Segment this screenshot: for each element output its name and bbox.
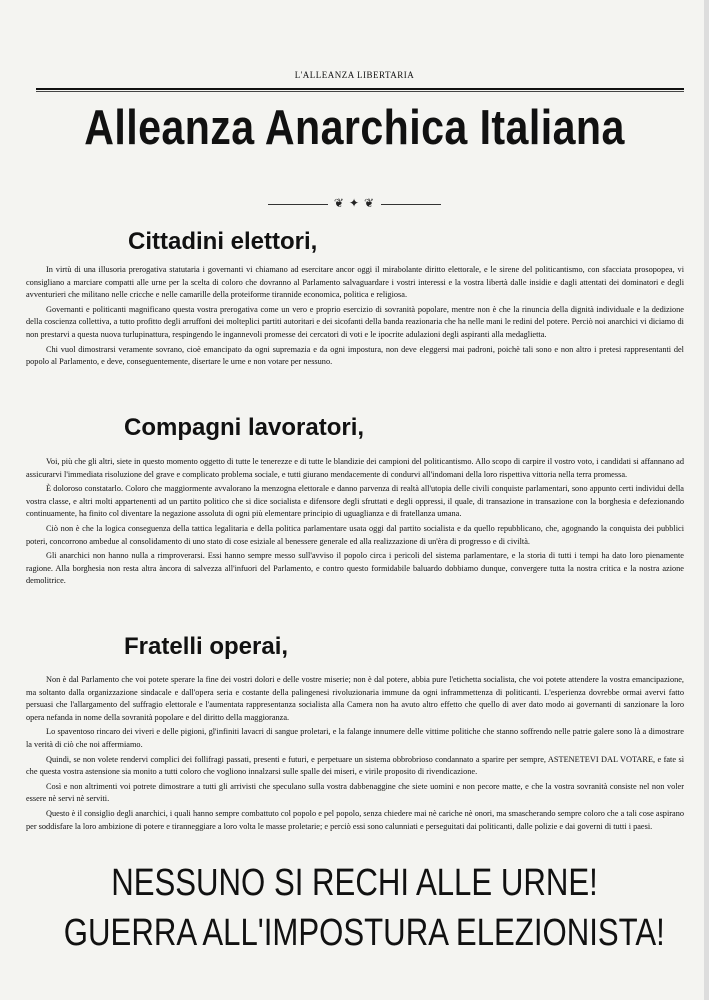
paragraph: Gli anarchici non hanno nulla a rimproverarsi. Essi hanno sempre messo sull'avviso il popolo circa i pericoli del sistema parlamentare, e la storia di tutti i tempi ha dato loro pienamente ragione. Alla borghesia non resta altra àncora di salvezza all'infuori del Parlamento, e contro questo formidabile baluardo dobbiamo dunque, convergere tutta la nostra critica e la nostra azione demolitrice. bbox=[26, 551, 684, 586]
closing-slogan-2: GUERRA ALL'IMPOSTURA ELEZIONISTA! bbox=[63, 912, 665, 954]
section-body-fratelli bbox=[26, 674, 684, 835]
paragraph: Questo è il consiglio degli anarchici, i quali hanno sempre combattuto col popolo e pel popolo, senza chiedere mai nè cariche nè onori, ma smascherando sempre coloro che a tali cose aspirano per soddisfare la loro ambizione di potere e tiranneggiare a loro volta le masse proletarie; e perciò essi sono calunniati e perseguitati dai politicanti, dalle polizie e dai governi di tutti i paesi. bbox=[26, 808, 684, 831]
page-title: Alleanza Anarchica Italiana bbox=[84, 101, 625, 155]
paragraph: Quindi, se non volete rendervi complici dei follifragi passati, presenti e futuri, e perpetuare un sistema obbrobrioso condannato a sparire per sempre, ASTENETEVI DAL VOTARE, e fate sì che questa vostra astensione sia monito a tutti coloro che vogliono innalzarsi sulle spalle dei miseri, e virile proposito di rivendicazione. bbox=[26, 754, 684, 777]
ornament-divider: ❦ ✦ ❦ bbox=[0, 196, 709, 211]
closing-slogan-1: NESSUNO SI RECHI ALLE URNE! bbox=[111, 862, 598, 904]
section-heading-cittadini: Cittadini elettori, bbox=[128, 228, 318, 255]
section-heading-compagni: Compagni lavoratori, bbox=[124, 414, 365, 441]
page-edge bbox=[704, 0, 709, 1000]
paragraph: Non è dal Parlamento che voi potete sperare la fine dei vostri dolori e delle vostre miserie; non è dal potere, abbia pure l'etichetta socialista, che voi potete attendere la vostra emancipazione, ma soltanto dalla organizzazione sindacale e dall'opera seria e costante della palingenesi rivoluzionaria immune da ogni inframmettenza di politicanti. L'esperienza dovrebbe ormai avervi fatto persuasi che l'allargamento del suffragio elettorale e l'aumentata rappresentanza socialista alla Camera non ha avuto altro effetto che quello di aver dato modo ai governanti di sanzionare la loro opera nefanda in nome della sovranità popolare e del diritto della maggioranza. bbox=[26, 675, 684, 722]
paragraph: Ciò non è che la logica conseguenza della tattica legalitaria e della politica parlamentare usata oggi dal partito socialista e da quello repubblicano, che, agognando la conquista dei pubblici poteri, concorrono ambedue al consolidamento di uno stato di cose esiziale al benessere generale ed alla realizzazione di un'èra di progresso e di civiltà. bbox=[26, 523, 684, 546]
paragraph: Governanti e politicanti magnificano questa vostra prerogativa come un vero e proprio esercizio di sovranità popolare, mentre non è che la rinuncia della dignità individuale e la dedizione della coscienza collettiva, a tutto profitto degli arruffoni dei molteplici partiti autoritari e dei sicofanti della banda reazionaria che ha nelle mani le redini del potere. Perciò noi anarchici vi diciamo di non prestarvi a questa nuova turlupinattura, respingendo le ingannevoli promesse dei cercatori di voti e le ipocrite adulazioni degli aspiranti alla medaglietta. bbox=[26, 304, 684, 339]
paragraph: Così e non altrimenti voi potrete dimostrare a tutti gli arrivisti che speculano sulla vostra dabbenaggine che siete uomini e non pecore matte, e che la vostra sovranità consiste nel non voler essere nè servi nè serviti. bbox=[26, 781, 684, 804]
header-rule-thin bbox=[36, 91, 684, 92]
paragraph: In virtù di una illusoria prerogativa statutaria i governanti vi chiamano ad esercitare ancor oggi il mirabolante diritto elettorale, e le sirene del politicantismo, con sfacciata prosopopea, vi consigliano a marciare compatti alle urne per la scelta di coloro che dovranno al Parlamento salvaguardare i vostri interessi e la vostra libertà dalle insidie e dagli attentati dei dominatori e degli avventurieri che militano nelle cricche e nelle camarille della proteiforme tirannide economica, politica e religiosa. bbox=[26, 265, 684, 300]
paragraph: Chi vuol dimostrarsi veramente sovrano, cioè emancipato da ogni supremazia e da ogni impostura, non deve eleggersi mai padroni, poichè tali sono e non altro i pretesi rappresentanti del popolo al Parlamento, e deve, conseguentemente, disertare le urne e non votare per nessuno. bbox=[26, 344, 684, 367]
header-rule bbox=[36, 88, 684, 90]
paragraph: Lo spaventoso rincaro dei viveri e delle pigioni, gl'infiniti lavacri di sangue proletari, e la falange innumere delle vittime politiche che stanno soffrendo nelle patrie galere sono là a dimostrare la verità di ciò che noi affermiamo. bbox=[26, 727, 684, 749]
section-body-compagni bbox=[26, 456, 684, 590]
section-heading-fratelli: Fratelli operai, bbox=[124, 633, 289, 660]
running-head: L'ALLEANZA LIBERTARIA bbox=[294, 70, 415, 80]
paragraph: È doloroso constatarlo. Coloro che maggiormente avvalorano la menzogna elettorale e danno parvenza di realtà all'utopia delle civili conquiste parlamentari, sono appunto certi individui della vostra classe, e altri molti appartenenti ad un partito politico che si dice socialista e difensore degli sfruttati e degli oppressi, il quale, di transazione in transazione con la borghesia e defezionando continuamente, ha finito col diventare la negazione assoluta di ogni più elementare principio di uguaglianza e di fratellanza umana. bbox=[26, 484, 684, 519]
paragraph: Voi, più che gli altri, siete in questo momento oggetto di tutte le tenerezze e di tutte le blandizie dei campioni del politicantismo. Allo scopo di carpire il vostro voto, i candidati si affannano ad assicurarvi l'immediata risoluzione del grave e complicato problema sociale, e tutti giurano mendacemente di condurvi all'indomani della loro rispettiva vittoria nella terra promessa. bbox=[26, 457, 684, 479]
section-body-cittadini bbox=[26, 264, 684, 371]
